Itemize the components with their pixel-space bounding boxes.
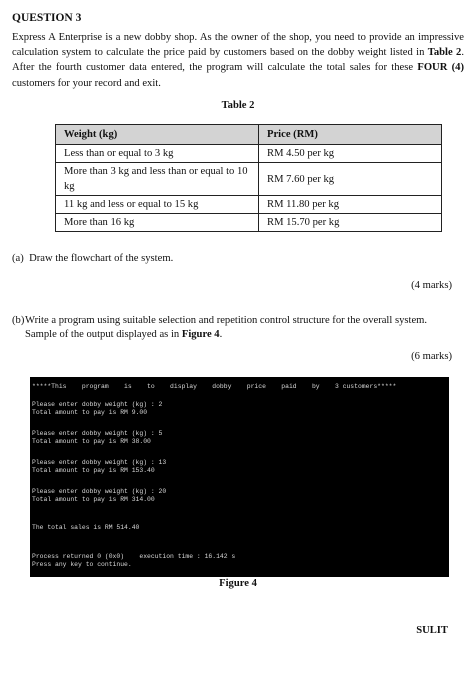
console-line-total: The total sales is RM 514.40 (32, 524, 140, 531)
table-row (56, 145, 442, 163)
cell-price: RM 11.80 per kg (259, 196, 442, 214)
part-b (12, 314, 460, 341)
part-b-bold-figure-ref: Figure 4 (181, 328, 220, 340)
cell-weight: More than 3 kg and less than or equal to 10 kg (56, 163, 259, 196)
console-output (30, 377, 449, 577)
table-row (56, 163, 442, 196)
sulit-label: SULIT (416, 625, 448, 636)
header-weight: Weight (kg) (56, 125, 259, 145)
cell-weight: Less than or equal to 3 kg (56, 145, 259, 163)
intro-bold-count: FOUR (4) (417, 62, 465, 74)
console-line: Please enter dobby weight (kg) : 13 (32, 459, 167, 466)
cell-weight: More than 16 kg (56, 214, 259, 232)
part-a (12, 253, 173, 264)
table-row (56, 196, 442, 214)
header-price: Price (RM) (259, 125, 442, 145)
table-caption: Table 2 (221, 100, 255, 111)
part-b-body (25, 314, 460, 341)
console-line-header: *****This program is to display dobby price paid by 3 customers***** (32, 383, 397, 390)
console-line: Total amount to pay is RM 9.00 (32, 409, 148, 416)
console-line-process: Process returned 0 (0x0) execution time : 16.142 s (32, 553, 236, 560)
part-a-text: Draw the flowchart of the system. (29, 253, 174, 264)
part-b-text-1: Write a program using suitable selection and repetition control structure for the overall system. Sample of the output displayed as in (25, 315, 428, 340)
intro-text-1: Express A Enterprise is a new dobby shop. As the owner of the shop, you need to provide an impressive calculation system to calculate the price paid by customers based on the dobby weight listed in (12, 32, 464, 59)
intro-text-3: customers for your record and exit. (12, 77, 161, 89)
part-b-label: (b) (12, 315, 25, 326)
console-line-continue: Press any key to continue. (32, 561, 132, 568)
part-a-label: (a) (12, 253, 24, 264)
console-line: Please enter dobby weight (kg) : 2 (32, 401, 163, 408)
table-header-row (56, 125, 442, 145)
question-title: QUESTION 3 (12, 12, 82, 24)
price-table (55, 124, 442, 232)
cell-weight: 11 kg and less or equal to 15 kg (56, 196, 259, 214)
question-intro (12, 30, 464, 91)
console-line: Please enter dobby weight (kg) : 5 (32, 430, 163, 437)
part-a-marks: (4 marks) (411, 280, 452, 291)
intro-text-2: . After the fourth customer data entered, the program will calculate the total sales for these (12, 47, 464, 74)
intro-bold-table-ref: Table 2 (427, 47, 462, 59)
cell-price: RM 4.50 per kg (259, 145, 442, 163)
cell-price: RM 7.60 per kg (259, 163, 442, 196)
console-line: Total amount to pay is RM 314.00 (32, 496, 155, 503)
console-line: Please enter dobby weight (kg) : 20 (32, 488, 167, 495)
part-b-marks: (6 marks) (411, 351, 452, 362)
cell-price: RM 15.70 per kg (259, 214, 442, 232)
console-line: Total amount to pay is RM 38.00 (32, 438, 151, 445)
console-line: Total amount to pay is RM 153.40 (32, 467, 155, 474)
figure-caption: Figure 4 (219, 578, 257, 589)
table-row (56, 214, 442, 232)
part-b-text-2: . (219, 328, 223, 340)
